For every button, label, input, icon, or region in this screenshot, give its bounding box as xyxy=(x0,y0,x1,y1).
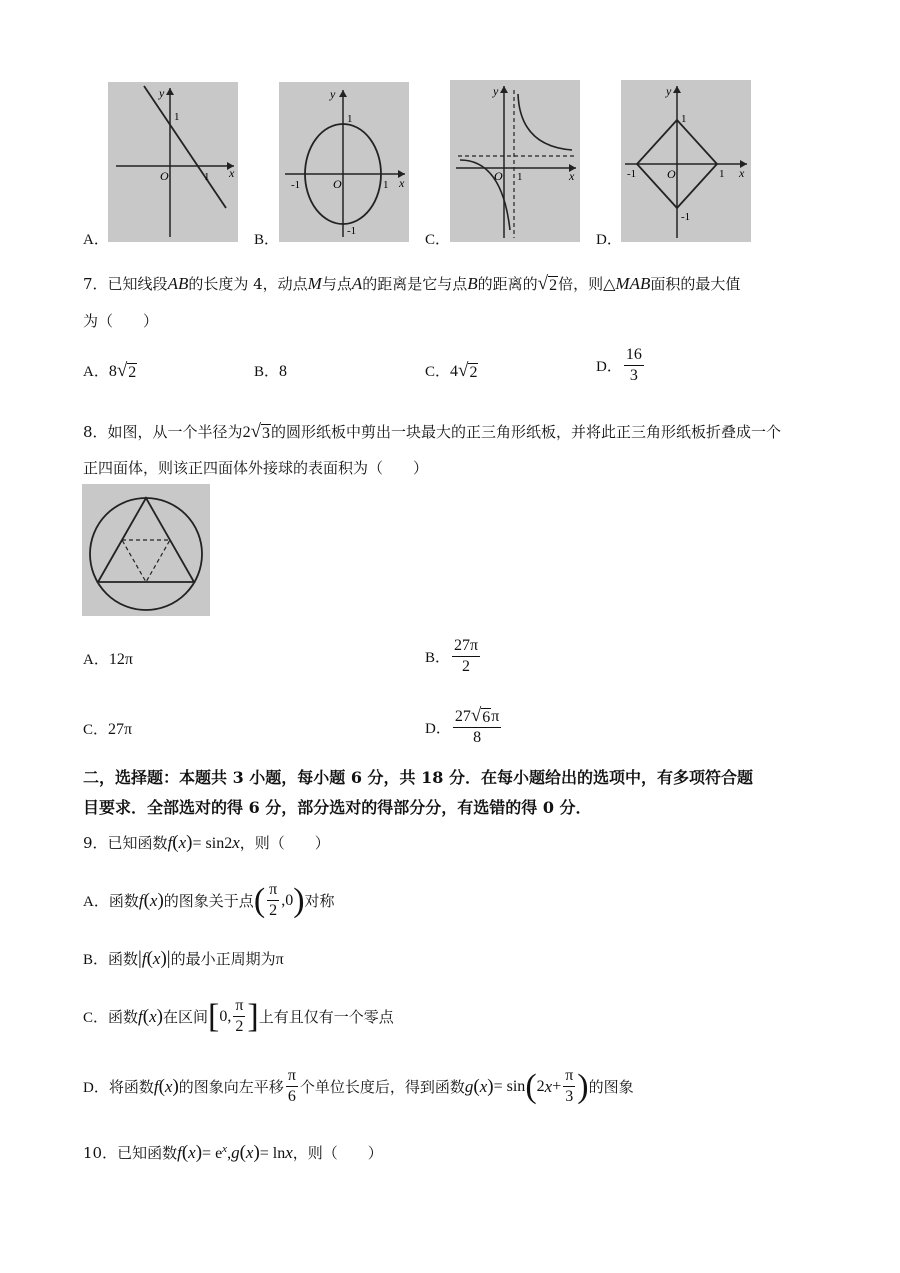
tick-label: 1 xyxy=(174,111,180,123)
figure-option-d xyxy=(621,80,751,242)
q9-option-d: D． 将函数 f ( x ) 的图象向左平移 $\frac{\pi}{6}$ 个单位长度后，得到函数 g ( x ) = sin ( 2 x + $\frac{\pi}{3}$ ) 的图象 xyxy=(83,1067,634,1105)
y-axis-label: y xyxy=(330,87,336,101)
question-8-stem-line2: 正四面体，则该正四面体外接球的表面积为（ ） xyxy=(83,459,429,477)
question-number: 7． xyxy=(83,275,108,293)
question-8-stem: 8．如图，从一个半径为2 √ 3 的圆形纸板中剪出一块最大的正三角形纸板，并将此正三角形纸板折叠成一个 xyxy=(83,421,782,442)
tick-label: 1 xyxy=(347,113,353,125)
graph-square-d xyxy=(621,80,751,242)
q7-option-a: A．8 √ 2 xyxy=(83,360,137,381)
option-label-a: A． xyxy=(83,232,109,248)
section-2-heading: 二，选择题：本题共 3 小题，每小题 6 分，共 18 分．在每小题给出的选项中，有多项符合题 xyxy=(83,768,753,787)
figure-option-b xyxy=(279,82,409,242)
tick-label: 1 xyxy=(719,168,725,180)
question-number: 8． xyxy=(83,423,108,441)
tick-label: -1 xyxy=(627,168,637,180)
tick-label: 1 xyxy=(383,179,389,191)
q9-option-a: A． 函数 f ( x ) 的图象关于点 ( $\frac{\pi}{2}$ , 0 ) 对称 xyxy=(83,881,335,919)
figure-circle-triangle xyxy=(82,484,210,616)
q7-option-c: C．4 √ 2 xyxy=(425,360,478,381)
x-axis-label: x xyxy=(399,176,405,190)
question-7-stem-line2: 为（ ） xyxy=(83,312,159,330)
section-2-heading-line2: 目要求．全部选对的得 6 分，部分选对的得部分分，有选错的得 0 分． xyxy=(83,798,592,817)
figure-option-c xyxy=(450,80,580,242)
y-axis-label: y xyxy=(159,86,165,100)
question-7-stem: 7．已知线段AB的长度为 4，动点M与点A的距离是它与点B的距离的 √ 2 倍，则△MAB面积的最大值 xyxy=(83,273,741,294)
origin-label: O xyxy=(160,169,169,183)
tick-label: 1 xyxy=(681,113,687,125)
q8-option-d: D． 27 √ 6 π 8 xyxy=(425,705,500,746)
question-number: 9． xyxy=(83,834,108,852)
q8-option-b: B． $\frac{27\pi}{2}$ xyxy=(425,637,479,675)
question-10-stem: 10．已知函数$f(x)= e^x,g(x)= \ln x$，则（ ） xyxy=(83,1142,383,1163)
graph-line-a xyxy=(108,82,238,242)
option-label-d: D． xyxy=(596,232,622,248)
option-label-b: B． xyxy=(254,232,280,248)
question-9-stem: 9．已知函数f(x)= sin2x，则（ ） xyxy=(83,832,330,853)
tick-label: -1 xyxy=(347,225,357,237)
question-number: 10． xyxy=(83,1144,118,1162)
tick-label: 1 xyxy=(517,171,523,183)
origin-label: O xyxy=(494,169,503,183)
q8-option-a: A．12π xyxy=(83,651,133,668)
origin-label: O xyxy=(333,177,342,191)
q7-option-b: B．8 xyxy=(254,363,288,380)
x-axis-label: x xyxy=(229,166,235,180)
y-axis-label: y xyxy=(666,84,672,98)
q9-option-b: B．函数|f(x)|的最小正周期为π xyxy=(83,948,284,969)
tick-label: -1 xyxy=(291,179,301,191)
tick-label: 1 xyxy=(204,171,210,183)
q7-option-d: D． $\frac{16}{3}$ xyxy=(596,346,642,384)
x-axis-label: x xyxy=(739,166,745,180)
x-axis-label: x xyxy=(569,169,575,183)
tick-label: -1 xyxy=(681,211,691,223)
sqrt-expression: √ 2 xyxy=(537,273,558,294)
origin-label: O xyxy=(667,167,676,181)
graph-hyperbola-c xyxy=(450,80,580,242)
y-axis-label: y xyxy=(493,84,499,98)
q8-option-c: C．27π xyxy=(83,721,133,738)
figure-option-a xyxy=(108,82,238,242)
graph-circle-b xyxy=(279,82,409,242)
option-label-c: C． xyxy=(425,232,451,248)
q9-option-c: C． 函数 f ( x ) 在区间 [ 0 , $\frac{\pi}{2}$ ] 上有且仅有一个零点 xyxy=(83,997,394,1035)
